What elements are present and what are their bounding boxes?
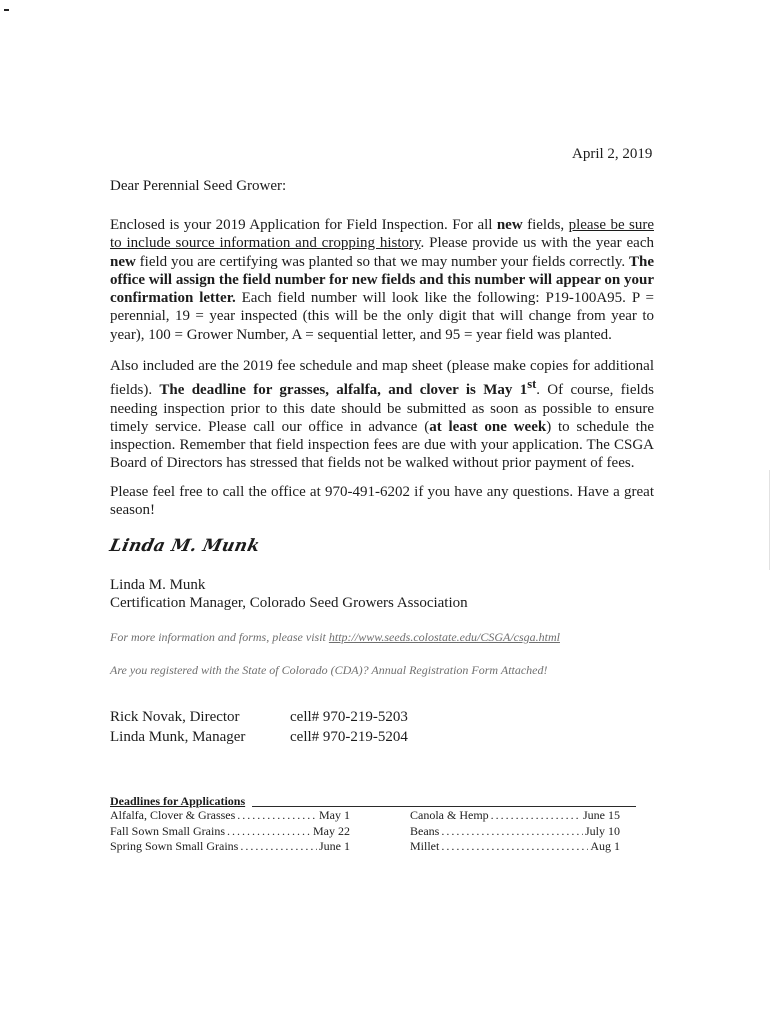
deadline-crop: Alfalfa, Clover & Grasses	[110, 808, 236, 822]
deadline-crop: Fall Sown Small Grains	[110, 823, 226, 838]
contact-role: Linda Munk, Manager	[110, 729, 246, 745]
deadlines-rule	[252, 806, 636, 807]
p1-text: fields,	[522, 217, 569, 233]
p2-text: ) to schedule the inspection. Remember that field inspection fees are due with your application. The CSGA Board of Directors has stressed that fields not be walked without prior payment of fees.	[110, 418, 654, 472]
paragraph-deadline	[110, 357, 654, 473]
contact-role: Rick Novak, Director	[110, 709, 240, 725]
deadlines-title: Deadlines for Applications	[110, 794, 246, 808]
p1-text: field you are certifying was planted so that we may number your fields correctly.	[135, 253, 629, 270]
p1-text: Each field number will look like the following: P19-100A95. P = perennial, 19 = year inspected (this will be the only digit that will change from year to year), 100 = Grower Number, A = sequential letter, and 95 = year field was planted.	[110, 290, 654, 343]
paragraph-closing: Please feel free to call the office at 970-491-6202 if you have any questions. Have a great season!	[110, 484, 654, 519]
signer-name: Linda M. Munk	[110, 577, 206, 593]
deadline-row	[410, 808, 620, 824]
registration-note: Are you registered with the State of Colorado (CDA)? Annual Registration Form Attached!	[110, 663, 548, 677]
deadline-row	[110, 839, 350, 855]
contact-phone: cell# 970-219-5203	[290, 709, 408, 725]
deadlines-right-column	[410, 808, 620, 855]
p1-text: . Please provide us with the year each	[420, 235, 654, 252]
dot-leader	[240, 839, 317, 855]
dot-leader	[227, 824, 311, 840]
dot-leader	[441, 824, 583, 840]
deadline-crop: Canola & Hemp	[410, 808, 489, 822]
info-note-text: For more information and forms, please visit	[110, 630, 329, 644]
deadline-date: June 1	[319, 839, 350, 853]
deadline-row	[110, 808, 350, 824]
p2-text: Also included are the 2019 fee schedule and map sheet (please make copies for additional fields).	[110, 358, 654, 399]
info-note	[110, 630, 560, 645]
salutation: Dear Perennial Seed Grower:	[110, 178, 287, 194]
dot-leader	[491, 808, 581, 824]
deadline-date: June 15	[583, 808, 620, 822]
handwritten-signature: Linda M. Munk	[107, 536, 262, 556]
dot-leader	[237, 808, 317, 824]
deadline-row	[410, 839, 620, 855]
p2-deadline-notice	[159, 377, 537, 399]
deadline-row	[110, 824, 350, 840]
p2-deadline-ordinal: st	[527, 377, 537, 392]
scan-mark	[4, 9, 9, 11]
deadline-crop: Beans	[410, 823, 440, 838]
signer-title: Certification Manager, Colorado Seed Growers Association	[110, 595, 468, 611]
p1-text: Enclosed is your 2019 Application for Field Inspection. For all	[110, 217, 497, 233]
deadlines-left-column	[110, 808, 350, 855]
deadline-crop: Millet	[410, 839, 440, 853]
deadline-date: Aug 1	[590, 839, 620, 853]
dot-leader	[441, 839, 588, 855]
p1-new-emphasis: new	[496, 217, 523, 233]
contact-row	[110, 729, 408, 746]
deadline-date: July 10	[584, 823, 620, 838]
p2-text: . Of course, fields needing inspection prior to this date should be submitted as soon as possible to ensure timely service. Please call our office in advance (	[110, 382, 654, 435]
p1-field-number-notice: The office will assign the field number for new fields and this number will appear on your confirmation letter.	[110, 253, 654, 307]
contact-phone: cell# 970-219-5204	[290, 729, 408, 745]
letter-date: April 2, 2019	[572, 146, 653, 162]
deadline-date: May 1	[319, 808, 350, 822]
deadline-crop: Spring Sown Small Grains	[110, 839, 239, 853]
deadline-row	[410, 824, 620, 840]
p2-deadline-text: The deadline for grasses, alfalfa, and clover is May 1	[159, 382, 528, 399]
p1-new-emphasis: new	[110, 253, 136, 270]
p1-source-history-underline: please be sure to include source information and cropping history	[110, 217, 654, 252]
csga-website-link[interactable]: http://www.seeds.colostate.edu/CSGA/csga.html	[328, 630, 560, 644]
p2-one-week-emphasis: at least one week	[429, 418, 547, 435]
paragraph-application	[110, 216, 654, 344]
deadline-date: May 22	[313, 823, 350, 838]
contact-row	[110, 709, 408, 726]
